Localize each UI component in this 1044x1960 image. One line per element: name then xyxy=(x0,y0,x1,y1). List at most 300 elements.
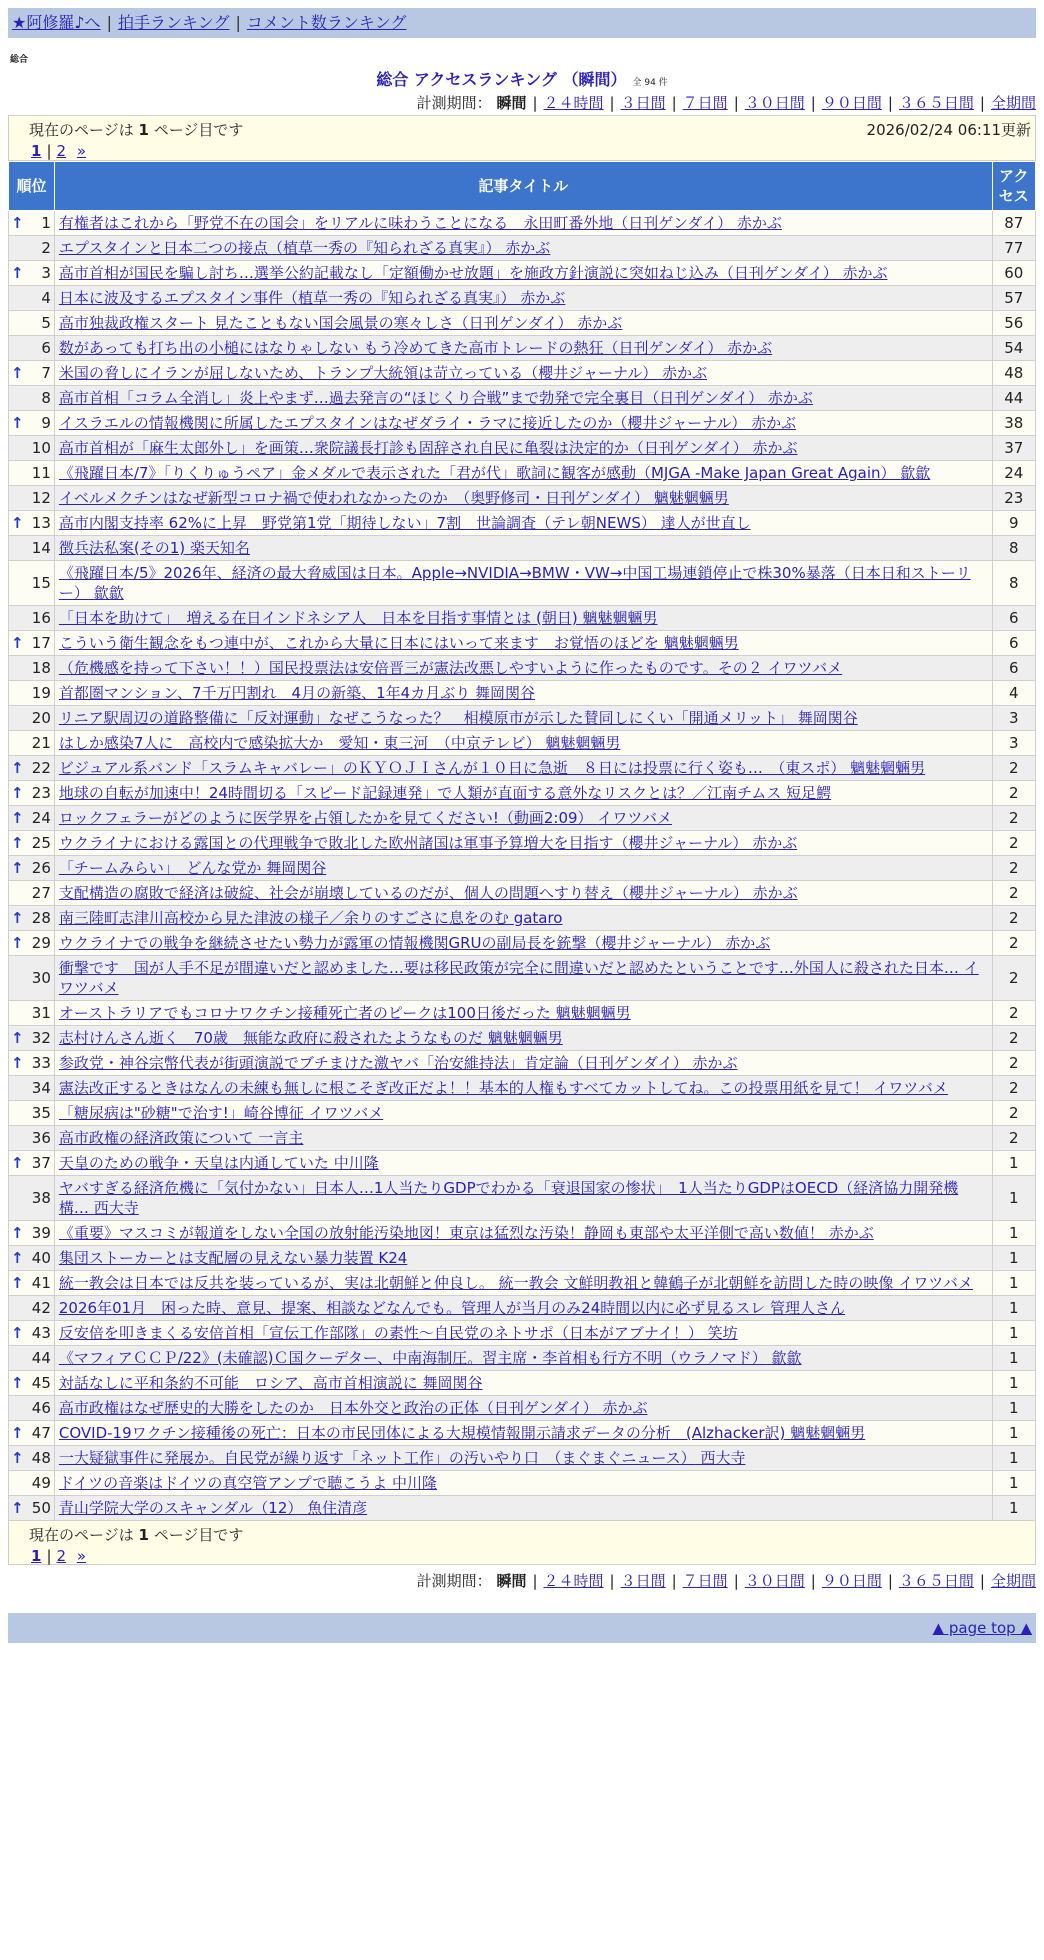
title-cell xyxy=(54,1346,992,1371)
rank-up-arrow-icon: ↑ xyxy=(11,1249,24,1267)
article-author: 赤かぶ xyxy=(520,289,566,307)
rank-cell xyxy=(9,806,55,831)
bottom-bar xyxy=(8,1613,1036,1643)
comment-ranking-link[interactable]: コメント数ランキング xyxy=(246,13,407,32)
rank-number: 21 xyxy=(31,734,51,752)
bottom-period-option[interactable]: ２４時間 xyxy=(543,1572,604,1590)
table-row xyxy=(9,1001,1036,1026)
article-title: 地球の自転が加速中！24時間切る「スピード記録連発」で人類が直面する意外なリスクとは？／江南チムス xyxy=(58,784,782,802)
pager-next[interactable]: » xyxy=(76,142,87,160)
article-link[interactable] xyxy=(59,539,250,557)
title-cell xyxy=(54,806,992,831)
rank-cell xyxy=(9,931,55,956)
rank-up-arrow-icon: ↑ xyxy=(11,1374,24,1392)
table-row xyxy=(9,1176,1036,1221)
access-count: 2 xyxy=(992,856,1035,881)
article-author: 達人が世直し xyxy=(660,514,751,532)
article-link[interactable] xyxy=(59,239,550,257)
rank-up-arrow-icon: ↑ xyxy=(11,1029,24,1047)
article-link[interactable] xyxy=(59,1499,367,1517)
article-link[interactable] xyxy=(59,1474,437,1492)
article-author: 歙歙 xyxy=(900,464,931,482)
separator: | xyxy=(810,94,816,112)
top-period-option[interactable]: ３０日間 xyxy=(744,94,805,112)
access-count: 2 xyxy=(992,956,1035,1001)
title-cell xyxy=(54,1246,992,1271)
table-row xyxy=(9,681,1036,706)
access-count: 1 xyxy=(992,1271,1035,1296)
article-link[interactable] xyxy=(59,439,798,457)
access-count: 2 xyxy=(992,781,1035,806)
separator: | xyxy=(671,94,677,112)
table-row xyxy=(9,1471,1036,1496)
article-link[interactable] xyxy=(59,1324,738,1342)
rank-number: 20 xyxy=(31,709,51,727)
rank-up-arrow-icon: ↑ xyxy=(11,1224,24,1242)
table-row xyxy=(9,656,1036,681)
article-title: エプスタインと日本二つの接点（植草一秀の『知られざる真実』） xyxy=(58,239,501,257)
rank-cell xyxy=(9,436,55,461)
article-author: 赤かぶ xyxy=(736,214,782,232)
article-title: ビジュアル系バンド「スラムキャバレー」のＫＹＯＪＩさんが１０日に急逝 ８日には投票に行く姿も… （東スポ） xyxy=(58,759,846,777)
rank-cell xyxy=(9,631,55,656)
title-cell xyxy=(54,286,992,311)
article-author: 魑魅魍魎男 xyxy=(850,759,926,777)
article-title: COVID-19ワクチン接種後の死亡：日本の市民団体による大規模情報開示請求データの分析 (Alzhacker訳) xyxy=(58,1424,786,1442)
article-title: ウクライナでの戦争を継続させたい勢力が露軍の情報機関GRUの副局長を銃撃（櫻井ジャーナル） xyxy=(58,934,721,952)
article-author: イワツバメ xyxy=(308,1104,384,1122)
rank-number: 45 xyxy=(31,1374,51,1392)
table-row xyxy=(9,1396,1036,1421)
article-title: 統一教会は日本では反共を装っているが、実は北朝鮮と仲良し。 統一教会 文鮮明教祖と韓鶴子が北朝鮮を訪問した時の映像 xyxy=(58,1274,894,1292)
article-link[interactable] xyxy=(59,1154,379,1172)
title-cell xyxy=(54,606,992,631)
article-title: 日本に波及するエプスタイン事件（植草一秀の『知られざる真実』） xyxy=(58,289,516,307)
article-author: 短足鰐 xyxy=(786,784,832,802)
article-link[interactable] xyxy=(59,734,621,752)
table-row xyxy=(9,511,1036,536)
table-row xyxy=(9,906,1036,931)
article-title: 南三陸町志津川高校から見た津波の様子／余りのすごさに息をのむ xyxy=(58,909,509,927)
table-row xyxy=(9,881,1036,906)
access-count: 2 xyxy=(992,881,1035,906)
bottom-period-option[interactable]: 全期間 xyxy=(990,1572,1036,1590)
top-period-option[interactable]: ３６５日間 xyxy=(898,94,974,112)
table-row xyxy=(9,1271,1036,1296)
table-row xyxy=(9,336,1036,361)
rank-cell xyxy=(9,1471,55,1496)
article-link[interactable] xyxy=(59,314,622,332)
separator: | xyxy=(671,1572,677,1590)
article-link[interactable] xyxy=(59,1224,874,1242)
table-row xyxy=(9,411,1036,436)
article-link[interactable] xyxy=(59,809,672,827)
title-cell xyxy=(54,931,992,956)
table-row xyxy=(9,1296,1036,1321)
rank-cell xyxy=(9,411,55,436)
bottom-period-option[interactable]: ３６５日間 xyxy=(898,1572,974,1590)
access-count: 1 xyxy=(992,1296,1035,1321)
access-count: 1 xyxy=(992,1246,1035,1271)
page-title xyxy=(8,69,1036,91)
rank-cell xyxy=(9,1126,55,1151)
article-link[interactable] xyxy=(59,1004,631,1022)
article-title: （危機感を持って下さい！！）国民投票法は安倍晋三が憲法改悪しやすいように作ったものです。その２ xyxy=(58,659,763,677)
rank-cell xyxy=(9,856,55,881)
bottom-period-option[interactable]: ７日間 xyxy=(682,1572,728,1590)
table-row xyxy=(9,1126,1036,1151)
article-link[interactable] xyxy=(59,1079,948,1097)
rank-number: 37 xyxy=(31,1154,51,1172)
top-period-label: 計測期間： xyxy=(416,94,497,112)
access-count: 2 xyxy=(992,1126,1035,1151)
article-link[interactable] xyxy=(59,1449,746,1467)
title-cell xyxy=(54,1176,992,1221)
top-period-option[interactable]: ３日間 xyxy=(620,94,666,112)
article-title: ヤバすぎる経済危機に「気付かない」日本人…1人当たりGDPでわかる「衰退国家の惨状」 1人当たりGDPはOECD（経済協力開発機構… xyxy=(58,1179,959,1217)
article-link[interactable] xyxy=(59,214,782,232)
article-author: 一言主 xyxy=(258,1129,304,1147)
article-title: ウクライナにおける露国との代理戦争で敗北した欧州諸国は軍事予算増大を目指す（櫻井ジャーナル） xyxy=(58,834,748,852)
article-author: 魑魅魍魎男 xyxy=(582,609,658,627)
article-link[interactable] xyxy=(59,1029,563,1047)
article-link[interactable] xyxy=(59,264,888,282)
article-author: 赤かぶ xyxy=(692,1054,738,1072)
pager-page-2[interactable]: 2 xyxy=(56,142,67,160)
rank-number: 16 xyxy=(31,609,51,627)
rank-number: 5 xyxy=(41,314,51,332)
title-cell xyxy=(54,486,992,511)
article-title: 有権者はこれから「野党不在の国会」をリアルに味わうことになる 永田町番外地（日刊ゲンダイ） xyxy=(58,214,733,232)
pager-bottom: 1 | 2 » xyxy=(31,1547,87,1565)
access-count: 57 xyxy=(992,286,1035,311)
access-count: 6 xyxy=(992,631,1035,656)
table-row xyxy=(9,1076,1036,1101)
article-link[interactable] xyxy=(59,709,858,727)
rank-number: 34 xyxy=(31,1079,51,1097)
rank-number: 11 xyxy=(31,464,51,482)
article-link[interactable] xyxy=(59,1054,738,1072)
table-row xyxy=(9,631,1036,656)
title-cell xyxy=(54,1151,992,1176)
rank-cell xyxy=(9,1001,55,1026)
article-link[interactable] xyxy=(59,609,658,627)
rank-cell xyxy=(9,311,55,336)
rank-number: 3 xyxy=(41,264,51,282)
access-count: 23 xyxy=(992,486,1035,511)
rank-cell xyxy=(9,881,55,906)
separator: | xyxy=(979,1572,985,1590)
separator: | xyxy=(609,1572,615,1590)
top-period-option[interactable]: ７日間 xyxy=(682,94,728,112)
rank-number: 35 xyxy=(31,1104,51,1122)
page-top-link[interactable]: ▲ page top ▲ xyxy=(932,1619,1032,1637)
article-title: ドイツの音楽はドイツの真空管アンプで聴こうよ xyxy=(58,1474,388,1492)
top-period-option[interactable]: ９０日間 xyxy=(821,94,882,112)
article-link[interactable] xyxy=(59,1374,483,1392)
article-link[interactable] xyxy=(59,859,326,877)
article-link[interactable] xyxy=(59,784,831,802)
rank-cell xyxy=(9,461,55,486)
rank-number: 17 xyxy=(31,634,51,652)
article-title: 「日本を助けて」 増える在日インドネシア人 日本を目指す事情とは (朝日) xyxy=(58,609,578,627)
title-cell xyxy=(54,1126,992,1151)
rank-number: 2 xyxy=(41,239,51,257)
rank-number: 36 xyxy=(31,1129,51,1147)
rank-number: 14 xyxy=(31,539,51,557)
article-link[interactable] xyxy=(59,364,707,382)
bottom-period-option[interactable]: ３０日間 xyxy=(744,1572,805,1590)
access-count: 38 xyxy=(992,411,1035,436)
rank-number: 7 xyxy=(41,364,51,382)
title-cell xyxy=(54,706,992,731)
rank-cell xyxy=(9,906,55,931)
article-link[interactable] xyxy=(59,1129,304,1147)
page-info-bottom xyxy=(8,1521,1036,1565)
title-cell xyxy=(54,1321,992,1346)
separator: | xyxy=(887,94,893,112)
article-link[interactable] xyxy=(59,564,971,602)
pager-current-page: 1 xyxy=(31,142,42,160)
article-author: 赤かぶ xyxy=(842,264,888,282)
article-link[interactable] xyxy=(59,489,729,507)
access-count: 1 xyxy=(992,1396,1035,1421)
table-row xyxy=(9,781,1036,806)
access-count: 8 xyxy=(992,536,1035,561)
access-count: 6 xyxy=(992,606,1035,631)
article-link[interactable] xyxy=(59,289,565,307)
article-author: 赤かぶ xyxy=(505,239,551,257)
rank-cell xyxy=(9,1151,55,1176)
article-title: 天皇のための戦争・天皇は内通していた xyxy=(58,1154,329,1172)
article-author: 赤かぶ xyxy=(577,314,623,332)
article-author: 魑魅魍魎男 xyxy=(663,634,739,652)
pager-top: 1 | 2 » xyxy=(31,142,87,160)
title-cell xyxy=(54,361,992,386)
rank-up-arrow-icon: ↑ xyxy=(11,1054,24,1072)
article-link[interactable] xyxy=(59,1349,802,1367)
article-link[interactable] xyxy=(59,884,798,902)
table-row xyxy=(9,1101,1036,1126)
article-link[interactable] xyxy=(59,1424,865,1442)
access-count: 1 xyxy=(992,1471,1035,1496)
article-title: 高市内閣支持率 62%に上昇 野党第1党「期待しない」7割 世論調査（テレ朝NEWS） xyxy=(58,514,656,532)
title-cell xyxy=(54,436,992,461)
access-count: 87 xyxy=(992,211,1035,236)
rank-number: 48 xyxy=(31,1449,51,1467)
article-link[interactable] xyxy=(59,389,813,407)
table-row xyxy=(9,1421,1036,1446)
table-row xyxy=(9,1246,1036,1271)
period-selector-top xyxy=(8,91,1036,115)
article-title: 高市首相「コラム全消し」炎上やまず…過去発言の“ほじくり合戦”まで勃発で完全裏目（日刊ゲンダイ） xyxy=(58,389,764,407)
article-link[interactable] xyxy=(59,1399,648,1417)
article-link[interactable] xyxy=(59,1299,845,1317)
table-row xyxy=(9,211,1036,236)
article-author: 舞岡関谷 xyxy=(797,709,858,727)
article-title: 志村けんさん逝く 70歳 無能な政府に殺されたようなものだ xyxy=(58,1029,483,1047)
article-link[interactable] xyxy=(59,959,979,997)
article-link[interactable] xyxy=(59,909,563,927)
access-count: 2 xyxy=(992,1001,1035,1026)
article-title: 支配構造の腐敗で経済は破綻、社会が崩壊しているのだが、個人の問題へすり替え（櫻井ジャーナル） xyxy=(58,884,748,902)
rank-up-arrow-icon: ↑ xyxy=(11,1154,24,1172)
rank-cell xyxy=(9,656,55,681)
title-cell xyxy=(54,831,992,856)
article-author: イワツバメ xyxy=(58,959,979,997)
current-page-indicator-bottom: 現在のページは 1 ページ目です xyxy=(29,1526,244,1544)
article-link[interactable] xyxy=(59,684,535,702)
table-row xyxy=(9,236,1036,261)
article-author: 魚住清彦 xyxy=(307,1499,368,1517)
article-link[interactable] xyxy=(59,1179,958,1217)
rank-number: 24 xyxy=(31,809,51,827)
title-cell xyxy=(54,261,992,286)
rank-number: 44 xyxy=(31,1349,51,1367)
access-count: 1 xyxy=(992,1371,1035,1396)
title-cell xyxy=(54,386,992,411)
article-title: オーストラリアでもコロナワクチン接種死亡者のピークは100日後だった xyxy=(58,1004,551,1022)
rank-cell xyxy=(9,1026,55,1051)
article-link[interactable] xyxy=(59,464,930,482)
pager-next-bottom[interactable]: » xyxy=(76,1547,87,1565)
rank-number: 49 xyxy=(31,1474,51,1492)
bottom-period-option[interactable]: ３日間 xyxy=(620,1572,666,1590)
table-row xyxy=(9,1221,1036,1246)
article-link[interactable] xyxy=(59,414,796,432)
rank-up-arrow-icon: ↑ xyxy=(11,784,24,802)
access-count: 56 xyxy=(992,311,1035,336)
rank-up-arrow-icon: ↑ xyxy=(11,909,24,927)
table-row xyxy=(9,1446,1036,1471)
rank-cell xyxy=(9,731,55,756)
article-title: 高市首相が国民を騙し討ち…選挙公約記載なし「定額働かせ放題」を施政方針演説に突如ねじ込み（日刊ゲンダイ） xyxy=(58,264,838,282)
table-row xyxy=(9,386,1036,411)
title-cell xyxy=(54,1221,992,1246)
article-author: 赤かぶ xyxy=(725,934,771,952)
table-row xyxy=(9,1371,1036,1396)
article-author: 魑魅魍魎男 xyxy=(555,1004,631,1022)
table-row xyxy=(9,806,1036,831)
article-link[interactable] xyxy=(59,834,797,852)
article-title: イスラエルの情報機関に所属したエプスタインはなぜダライ・ラマに接近したのか（櫻井ジャーナル） xyxy=(58,414,747,432)
article-link[interactable] xyxy=(59,659,842,677)
article-title: 高市政権はなぜ歴史的大勝をしたのか 日本外交と政治の正体（日刊ゲンダイ） xyxy=(58,1399,598,1417)
rank-cell xyxy=(9,336,55,361)
rank-number: 46 xyxy=(31,1399,51,1417)
rank-number: 29 xyxy=(31,934,51,952)
article-link[interactable] xyxy=(59,634,739,652)
access-count: 2 xyxy=(992,1026,1035,1051)
article-link[interactable] xyxy=(59,1104,383,1122)
table-row xyxy=(9,1051,1036,1076)
rank-number: 50 xyxy=(31,1499,51,1517)
article-author: イワツバメ xyxy=(898,1274,973,1292)
access-count: 6 xyxy=(992,656,1035,681)
rank-number: 32 xyxy=(31,1029,51,1047)
article-title: 高市首相が「麻生太郎外し」を画策…衆院議長打診も固辞され自民に亀裂は決定的か（日刊ゲンダイ） xyxy=(58,439,748,457)
bottom-period-option[interactable]: ９０日間 xyxy=(821,1572,882,1590)
article-title: 《マフィアＣＣＰ/22》(未確認)Ｃ国クーデター、中南海制圧。習主席・李首相も行方不明（ウラノマド） xyxy=(58,1349,767,1367)
rank-cell xyxy=(9,831,55,856)
rank-up-arrow-icon: ↑ xyxy=(11,1499,24,1517)
article-title: 2026年01月 困った時、意見、提案、相談などなんでも。管理人が当月のみ24時間以内に必ず見るスレ xyxy=(58,1299,766,1317)
table-row xyxy=(9,1496,1036,1521)
table-row xyxy=(9,561,1036,606)
access-count: 1 xyxy=(992,1446,1035,1471)
rank-number: 40 xyxy=(31,1249,51,1267)
rank-cell xyxy=(9,1496,55,1521)
rank-up-arrow-icon: ↑ xyxy=(11,514,24,532)
article-link[interactable] xyxy=(59,1249,407,1267)
top-period-option[interactable]: 全期間 xyxy=(990,94,1036,112)
article-link[interactable] xyxy=(59,934,770,952)
table-row xyxy=(9,436,1036,461)
rank-up-arrow-icon: ↑ xyxy=(11,634,24,652)
article-title: 数があっても打ち出の小槌にはなりゃしない もう冷めてきた高市トレードの熱狂（日刊ゲンダイ） xyxy=(58,339,723,357)
title-cell xyxy=(54,656,992,681)
rank-number: 27 xyxy=(31,884,51,902)
rank-cell xyxy=(9,211,55,236)
article-title: リニア駅周辺の道路整備に「反対運動」なぜこうなった？ 相模原市が示した賛同しにくい「開通メリット」 xyxy=(58,709,793,727)
clap-ranking-link[interactable]: 拍手ランキング xyxy=(117,13,230,32)
title-header: 記事タイトル xyxy=(54,162,992,211)
article-author: 赤かぶ xyxy=(751,414,797,432)
separator: | xyxy=(609,94,615,112)
rank-up-arrow-icon: ↑ xyxy=(11,1449,24,1467)
article-title: ロックフェラーがどのように医学界を占領したかを見てください!（動画2:09） xyxy=(58,809,593,827)
article-title: イベルメクチンはなぜ新型コロナ禍で使われなかったのか （奥野修司・日刊ゲンダイ） xyxy=(58,489,649,507)
article-author: 舞岡関谷 xyxy=(266,859,327,877)
article-link[interactable] xyxy=(59,1274,973,1292)
rank-up-arrow-icon: ↑ xyxy=(11,809,24,827)
rank-cell xyxy=(9,1321,55,1346)
rank-cell xyxy=(9,486,55,511)
home-link[interactable]: ★阿修羅♪へ xyxy=(12,13,101,32)
access-count: 2 xyxy=(992,1051,1035,1076)
article-link[interactable] xyxy=(59,339,772,357)
title-cell xyxy=(54,1471,992,1496)
total-count: 全 94 件 xyxy=(632,78,668,88)
rank-cell xyxy=(9,681,55,706)
rank-cell xyxy=(9,781,55,806)
table-row xyxy=(9,606,1036,631)
article-author: イワツバメ xyxy=(767,659,843,677)
title-cell xyxy=(54,1051,992,1076)
rank-up-arrow-icon: ↑ xyxy=(11,859,24,877)
separator: | xyxy=(733,1572,739,1590)
access-count: 48 xyxy=(992,361,1035,386)
article-author: 赤かぶ xyxy=(752,439,798,457)
article-link[interactable] xyxy=(59,759,925,777)
title-cell xyxy=(54,1396,992,1421)
top-period-option[interactable]: ２４時間 xyxy=(543,94,604,112)
table-row xyxy=(9,361,1036,386)
article-author: 魑魅魍魎男 xyxy=(545,734,621,752)
article-link[interactable] xyxy=(59,514,751,532)
title-cell xyxy=(54,856,992,881)
table-row xyxy=(9,486,1036,511)
rank-up-arrow-icon: ↑ xyxy=(11,414,24,432)
rank-up-arrow-icon: ↑ xyxy=(11,1324,24,1342)
rank-cell xyxy=(9,1271,55,1296)
rank-cell xyxy=(9,511,55,536)
article-title: 「糖尿病は"砂糖"で治す!」崎谷博征 xyxy=(58,1104,304,1122)
pager-page-2-bottom[interactable]: 2 xyxy=(56,1547,67,1565)
title-cell xyxy=(54,881,992,906)
title-cell xyxy=(54,1296,992,1321)
title-cell xyxy=(54,1076,992,1101)
